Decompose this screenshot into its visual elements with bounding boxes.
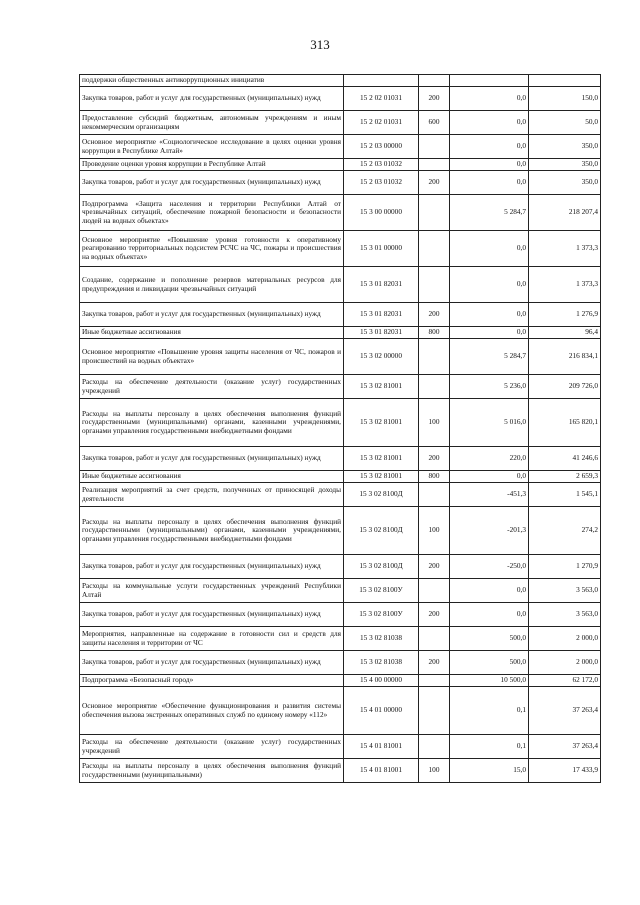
- cell-total-amount: 2 659,3: [529, 471, 601, 483]
- cell-expense-type: 200: [419, 651, 450, 675]
- cell-description: Расходы на выплаты персоналу в целях обеспечения выполнения функций государственными (муниципальными) органами, казенными учреждениями, органами управления государственными внебюджетными фондами: [80, 507, 344, 555]
- cell-description: Основное мероприятие «Социологическое исследование в целях оценки уровня коррупции в Республике Алтай»: [80, 135, 344, 159]
- cell-total-amount: 218 207,4: [529, 195, 601, 231]
- cell-description: Основное мероприятие «Повышение уровня готовности к оперативному реагированию территориальных подсистем РСЧС на ЧС, пожары и происшествия на водных объектах»: [80, 231, 344, 267]
- table-row: [80, 399, 601, 447]
- cell-target-code: 15 3 01 82031: [344, 303, 419, 327]
- cell-description: Проведение оценки уровня коррупции в Республике Алтай: [80, 159, 344, 171]
- cell-expense-type: [419, 579, 450, 603]
- cell-change-amount: 10 500,0: [450, 675, 529, 687]
- cell-change-amount: -201,3: [450, 507, 529, 555]
- cell-change-amount: 0,0: [450, 267, 529, 303]
- table-row: [80, 327, 601, 339]
- cell-target-code: 15 3 00 00000: [344, 195, 419, 231]
- cell-change-amount: 0,1: [450, 687, 529, 735]
- cell-total-amount: [529, 75, 601, 87]
- table-row: [80, 75, 601, 87]
- cell-target-code: 15 3 01 82031: [344, 327, 419, 339]
- cell-change-amount: 500,0: [450, 627, 529, 651]
- table-row: [80, 375, 601, 399]
- cell-total-amount: 17 433,9: [529, 759, 601, 783]
- table-row: [80, 267, 601, 303]
- cell-description: Расходы на обеспечение деятельности (оказание услуг) государственных учреждений: [80, 375, 344, 399]
- cell-expense-type: 100: [419, 507, 450, 555]
- cell-target-code: 15 3 02 8100У: [344, 603, 419, 627]
- cell-expense-type: [419, 627, 450, 651]
- cell-change-amount: 15,0: [450, 759, 529, 783]
- cell-change-amount: 0,0: [450, 471, 529, 483]
- cell-total-amount: 165 820,1: [529, 399, 601, 447]
- cell-target-code: 15 4 01 00000: [344, 687, 419, 735]
- table-body: [80, 75, 601, 783]
- cell-total-amount: 41 246,6: [529, 447, 601, 471]
- cell-change-amount: 500,0: [450, 651, 529, 675]
- table-row: [80, 303, 601, 327]
- cell-total-amount: 1 373,3: [529, 267, 601, 303]
- cell-change-amount: 0,0: [450, 231, 529, 267]
- cell-description: Расходы на выплаты персоналу в целях обеспечения выполнения функций государственными (муниципальными) органами, казенными учреждениями, органами управления государственными внебюджетными фондами: [80, 399, 344, 447]
- cell-description: Предоставление субсидий бюджетным, автономным учреждениям и иным некоммерческим организациям: [80, 111, 344, 135]
- cell-target-code: 15 2 03 01032: [344, 171, 419, 195]
- cell-target-code: 15 2 02 01031: [344, 87, 419, 111]
- cell-total-amount: 350,0: [529, 171, 601, 195]
- cell-expense-type: 200: [419, 87, 450, 111]
- cell-description: Основное мероприятие «Обеспечение функционирования и развития системы обеспечения вызова экстренных оперативных служб по единому номеру «112»: [80, 687, 344, 735]
- cell-total-amount: 216 834,1: [529, 339, 601, 375]
- cell-total-amount: 350,0: [529, 159, 601, 171]
- cell-target-code: 15 3 02 8100Д: [344, 507, 419, 555]
- budget-table: [79, 74, 601, 783]
- cell-target-code: 15 4 01 81001: [344, 735, 419, 759]
- cell-description: Основное мероприятие «Повышение уровня защиты населения от ЧС, пожаров и происшествий на водных объектах»: [80, 339, 344, 375]
- cell-description: Закупка товаров, работ и услуг для государственных (муниципальных) нужд: [80, 87, 344, 111]
- cell-change-amount: 0,0: [450, 171, 529, 195]
- cell-change-amount: 0,1: [450, 735, 529, 759]
- cell-description: Подпрограмма «Защита населения и территории Республики Алтай от чрезвычайных ситуаций, обеспечение пожарной безопасности и безопасности людей на водных объектах»: [80, 195, 344, 231]
- cell-expense-type: [419, 75, 450, 87]
- table-row: [80, 159, 601, 171]
- cell-target-code: 15 3 02 81038: [344, 651, 419, 675]
- cell-expense-type: [419, 375, 450, 399]
- cell-expense-type: 100: [419, 399, 450, 447]
- cell-target-code: 15 3 01 82031: [344, 267, 419, 303]
- cell-description: Расходы на обеспечение деятельности (оказание услуг) государственных учреждений: [80, 735, 344, 759]
- cell-description: Закупка товаров, работ и услуг для государственных (муниципальных) нужд: [80, 603, 344, 627]
- cell-expense-type: [419, 159, 450, 171]
- table-row: [80, 735, 601, 759]
- cell-total-amount: 1 276,9: [529, 303, 601, 327]
- cell-description: Подпрограмма «Безопасный город»: [80, 675, 344, 687]
- cell-target-code: 15 3 02 81001: [344, 399, 419, 447]
- cell-target-code: 15 2 02 01031: [344, 111, 419, 135]
- table-row: [80, 675, 601, 687]
- table-row: [80, 483, 601, 507]
- table-row: [80, 87, 601, 111]
- table-row: [80, 135, 601, 159]
- cell-target-code: [344, 75, 419, 87]
- cell-expense-type: 200: [419, 603, 450, 627]
- cell-total-amount: 62 172,0: [529, 675, 601, 687]
- cell-change-amount: 5 284,7: [450, 195, 529, 231]
- cell-expense-type: [419, 687, 450, 735]
- cell-description: Закупка товаров, работ и услуг для государственных (муниципальных) нужд: [80, 555, 344, 579]
- cell-change-amount: 5 016,0: [450, 399, 529, 447]
- cell-expense-type: [419, 267, 450, 303]
- cell-change-amount: -451,3: [450, 483, 529, 507]
- table-row: [80, 195, 601, 231]
- cell-description: Закупка товаров, работ и услуг для государственных (муниципальных) нужд: [80, 171, 344, 195]
- cell-change-amount: 220,0: [450, 447, 529, 471]
- table-row: [80, 651, 601, 675]
- cell-change-amount: 5 236,0: [450, 375, 529, 399]
- cell-description: поддержки общественных антикоррупционных инициатив: [80, 75, 344, 87]
- cell-description: Иные бюджетные ассигнования: [80, 327, 344, 339]
- table-row: [80, 507, 601, 555]
- cell-total-amount: 150,0: [529, 87, 601, 111]
- cell-expense-type: [419, 339, 450, 375]
- cell-description: Иные бюджетные ассигнования: [80, 471, 344, 483]
- table-row: [80, 231, 601, 267]
- cell-target-code: 15 3 01 00000: [344, 231, 419, 267]
- cell-target-code: 15 4 01 81001: [344, 759, 419, 783]
- cell-total-amount: 1 270,9: [529, 555, 601, 579]
- cell-total-amount: 37 263,4: [529, 687, 601, 735]
- cell-description: Закупка товаров, работ и услуг для государственных (муниципальных) нужд: [80, 447, 344, 471]
- cell-change-amount: 0,0: [450, 159, 529, 171]
- cell-total-amount: 209 726,0: [529, 375, 601, 399]
- cell-target-code: 15 3 02 8100У: [344, 579, 419, 603]
- cell-expense-type: 200: [419, 447, 450, 471]
- cell-total-amount: 3 563,0: [529, 603, 601, 627]
- cell-description: Мероприятия, направленные на содержание в готовности сил и средств для защиты населения и территории от ЧС: [80, 627, 344, 651]
- cell-expense-type: 100: [419, 759, 450, 783]
- cell-expense-type: 800: [419, 327, 450, 339]
- table-row: [80, 111, 601, 135]
- cell-target-code: 15 3 02 8100Д: [344, 555, 419, 579]
- cell-change-amount: 0,0: [450, 87, 529, 111]
- cell-change-amount: -250,0: [450, 555, 529, 579]
- cell-expense-type: 200: [419, 555, 450, 579]
- table-row: [80, 171, 601, 195]
- table-row: [80, 627, 601, 651]
- cell-expense-type: [419, 483, 450, 507]
- cell-total-amount: 1 373,3: [529, 231, 601, 267]
- cell-expense-type: [419, 195, 450, 231]
- cell-change-amount: 0,0: [450, 111, 529, 135]
- cell-expense-type: 200: [419, 303, 450, 327]
- cell-description: Расходы на коммунальные услуги государственных учреждений Республики Алтай: [80, 579, 344, 603]
- table-row: [80, 603, 601, 627]
- table-row: [80, 759, 601, 783]
- cell-total-amount: 37 263,4: [529, 735, 601, 759]
- table-row: [80, 339, 601, 375]
- cell-target-code: 15 3 02 81001: [344, 375, 419, 399]
- cell-total-amount: 2 000,0: [529, 627, 601, 651]
- cell-description: Расходы на выплаты персоналу в целях обеспечения выполнения функций государственными (муниципальными): [80, 759, 344, 783]
- table-row: [80, 687, 601, 735]
- page-number: 313: [310, 37, 330, 52]
- table-row: [80, 447, 601, 471]
- cell-expense-type: [419, 231, 450, 267]
- cell-change-amount: 5 284,7: [450, 339, 529, 375]
- cell-description: Реализация мероприятий за счет средств, полученных от приносящей доходы деятельности: [80, 483, 344, 507]
- table-row: [80, 471, 601, 483]
- cell-change-amount: 0,0: [450, 603, 529, 627]
- cell-target-code: 15 3 02 81038: [344, 627, 419, 651]
- cell-total-amount: 274,2: [529, 507, 601, 555]
- cell-target-code: 15 3 02 00000: [344, 339, 419, 375]
- cell-change-amount: 0,0: [450, 303, 529, 327]
- table-row: [80, 579, 601, 603]
- cell-target-code: 15 3 02 81001: [344, 447, 419, 471]
- cell-total-amount: 2 000,0: [529, 651, 601, 675]
- cell-change-amount: [450, 75, 529, 87]
- cell-expense-type: [419, 675, 450, 687]
- cell-target-code: 15 2 03 01032: [344, 159, 419, 171]
- cell-change-amount: 0,0: [450, 327, 529, 339]
- cell-total-amount: 96,4: [529, 327, 601, 339]
- cell-total-amount: 50,0: [529, 111, 601, 135]
- cell-change-amount: 0,0: [450, 135, 529, 159]
- cell-expense-type: [419, 135, 450, 159]
- cell-expense-type: [419, 735, 450, 759]
- cell-expense-type: 200: [419, 171, 450, 195]
- cell-expense-type: 800: [419, 471, 450, 483]
- cell-description: Создание, содержание и пополнение резервов материальных ресурсов для предупреждения и ликвидации чрезвычайных ситуаций: [80, 267, 344, 303]
- cell-target-code: 15 4 00 00000: [344, 675, 419, 687]
- cell-total-amount: 350,0: [529, 135, 601, 159]
- cell-target-code: 15 3 02 81001: [344, 471, 419, 483]
- cell-description: Закупка товаров, работ и услуг для государственных (муниципальных) нужд: [80, 303, 344, 327]
- cell-total-amount: 3 563,0: [529, 579, 601, 603]
- cell-target-code: 15 3 02 8100Д: [344, 483, 419, 507]
- cell-expense-type: 600: [419, 111, 450, 135]
- cell-description: Закупка товаров, работ и услуг для государственных (муниципальных) нужд: [80, 651, 344, 675]
- cell-target-code: 15 2 03 00000: [344, 135, 419, 159]
- cell-total-amount: 1 545,1: [529, 483, 601, 507]
- table-row: [80, 555, 601, 579]
- cell-change-amount: 0,0: [450, 579, 529, 603]
